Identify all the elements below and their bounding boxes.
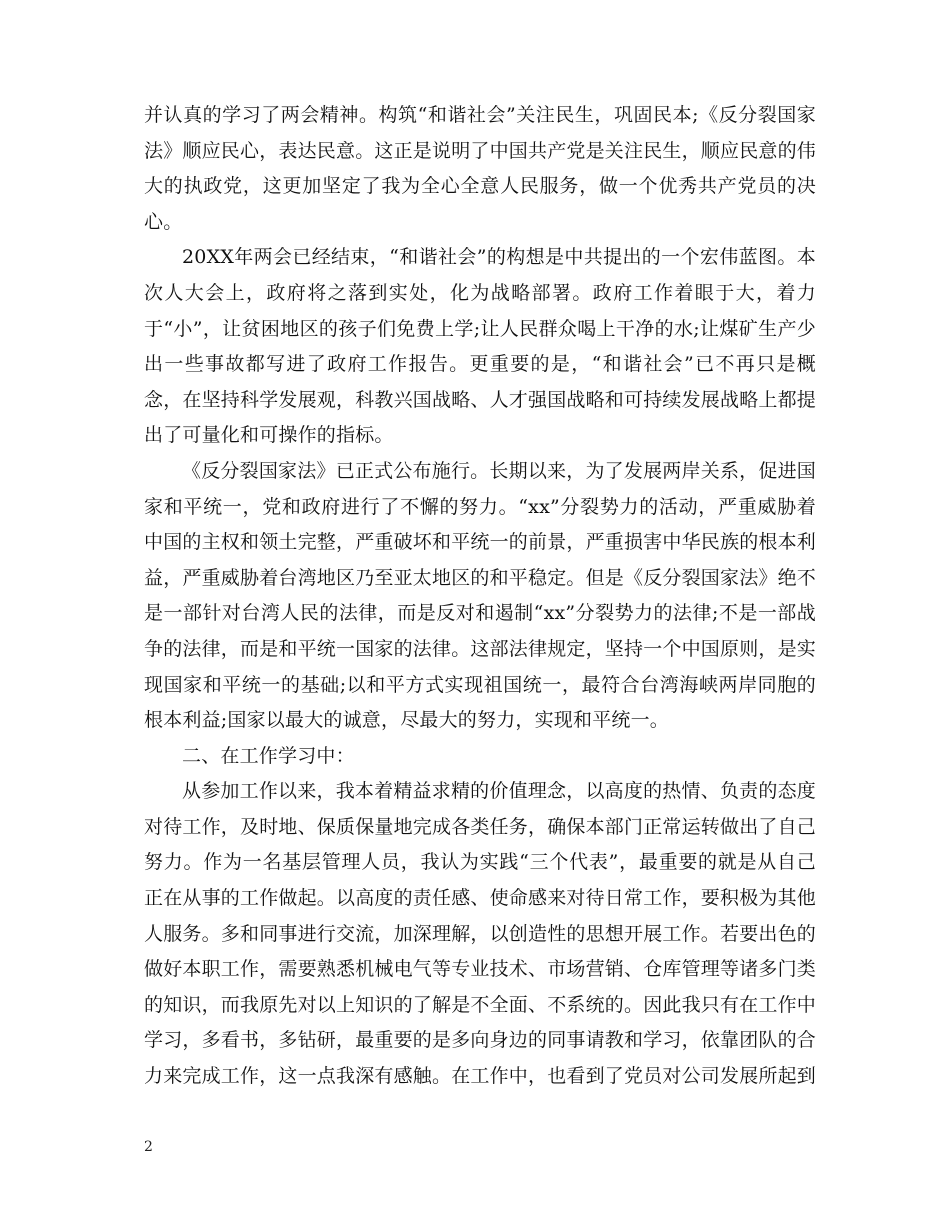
paragraph-harmonious-society: 20XX年两会已经结束，“和谐社会”的构想是中共提出的一个宏伟蓝图。本次人大会上，政府将之落到实处，化为战略部署。政府工作着眼于大，着力于“小”，让贫困地区的孩子们免费上学;让人民群众喝上干净的水;让煤矿生产少出一些事故都写进了政府工作报告。更重要的是，“和谐社会”已不再只是概念，在坚持科学发展观，科教兴国战略、人才强国战略和可持续发展战略上都提出了可量化和可操作的指标。 <box>144 246 817 447</box>
paragraph-anti-secession-law: 《反分裂国家法》已正式公布施行。长期以来，为了发展两岸关系，促进国家和平统一，党和政府进行了不懈的努力。“xx”分裂势力的活动，严重威胁着中国的主权和领土完整，严重破坏和平统一的前景，严重损害中华民族的根本利益，严重威胁着台湾地区乃至亚太地区的和平稳定。但是《反分裂国家法》绝不是一部针对台湾人民的法律，而是反对和遏制“xx”分裂势力的法律;不是一部战争的法律，而是和平统一国家的法律。这部法律规定，坚持一个中国原则，是实现国家和平统一的基础;以和平方式实现祖国统一，最符合台湾海峡两岸同胞的根本利益;国家以最大的诚意，尽最大的努力，实现和平统一。 <box>144 459 817 732</box>
paragraph-work-experience: 从参加工作以来，我本着精益求精的价值理念，以高度的热情、负责的态度对待工作，及时地、保质保量地完成各类任务，确保本部门正常运转做出了自己努力。作为一名基层管理人员，我认为实践“三个代表”，最重要的就是从自己正在从事的工作做起。以高度的责任感、使命感来对待日常工作，要积极为其他人服务。多和同事进行交流，加深理解，以创造性的思想开展工作。若要出色的做好本职工作，需要熟悉机械电气等专业技术、市场营销、仓库管理等诸多门类的知识，而我原先对以上知识的了解是不全面、不系统的。因此我只有在工作中学习，多看书，多钻研，最重要的是多向身边的同事请教和学习，依靠团队的合力来完成工作，这一点我深有感触。在工作中，也看到了党员对公司发展所起到 <box>144 780 817 1088</box>
page-number: 2 <box>144 1139 153 1155</box>
section-heading-work-study: 二、在工作学习中： <box>182 744 355 767</box>
document-body <box>144 98 816 1095</box>
paragraph-continuation: 并认真的学习了两会精神。构筑“和谐社会”关注民生，巩固民本;《反分裂国家法》顺应民心，表达民意。这正是说明了中国共产党是关注民生，顺应民意的伟大的执政党，这更加坚定了我为全心全意人民服务，做一个优秀共产党员的决心。 <box>144 104 817 233</box>
